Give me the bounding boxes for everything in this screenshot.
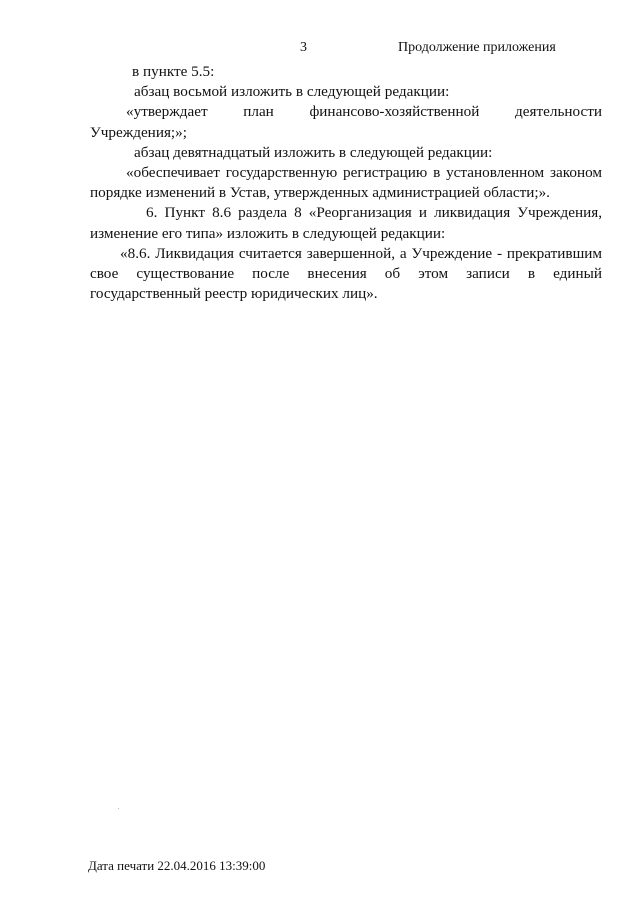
- scan-speck: [118, 808, 119, 809]
- paragraph-item-5-5: в пункте 5.5:: [132, 63, 215, 80]
- paragraph-point-6: 6. Пункт 8.6 раздела 8 «Реорганизация и ликвидация Учреждения, изменение его типа» изложить в следующей редакции:: [90, 204, 602, 242]
- header-continuation-label: Продолжение приложения: [398, 40, 556, 55]
- paragraph-ensures-registration: «обеспечивает государственную регистрацию в установленном законом порядке изменений в Устав, утвержденных администрацией области;».: [90, 164, 602, 202]
- document-body: [90, 62, 602, 304]
- print-date: Дата печати 22.04.2016 13:39:00: [88, 858, 266, 873]
- paragraph-nineteenth-indent: абзац девятнадцатый изложить в следующей редакции:: [134, 143, 493, 161]
- page-number: 3: [300, 40, 307, 55]
- paragraph-approves-plan: «утверждает план финансово-хозяйственной деятельности Учреждения;»;: [90, 103, 602, 141]
- paragraph-liquidation: «8.6. Ликвидация считается завершенной, а Учреждение - прекратившим свое существование после внесения об этом записи в единый государственный реестр юридических лиц».: [90, 244, 602, 303]
- paragraph-eighth-indent: абзац восьмой изложить в следующей редакции:: [134, 83, 450, 101]
